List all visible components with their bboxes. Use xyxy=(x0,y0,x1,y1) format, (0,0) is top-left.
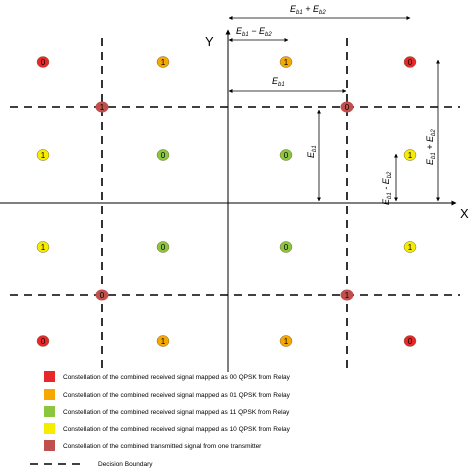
constellation-point-label: 0 xyxy=(283,243,289,252)
constellation-point-label: 0 xyxy=(407,337,413,346)
transmitted-point xyxy=(96,290,109,301)
constellation-point xyxy=(37,150,49,161)
constellation-point-label: 1 xyxy=(407,243,413,252)
constellation-point xyxy=(404,242,416,253)
constellation-point-label: 1 xyxy=(40,151,46,160)
constellation-point xyxy=(157,336,169,347)
constellation-point-label: 0 xyxy=(40,337,46,346)
constellation-point-label: 0 xyxy=(283,151,289,160)
label-eb1-vertical: $E_{b1}$ xyxy=(306,145,318,158)
dimension-arrows xyxy=(229,18,438,201)
constellation-point-label: 1 xyxy=(160,58,166,67)
legend-swatch-01 xyxy=(44,389,55,400)
transmitted-point xyxy=(341,102,354,113)
constellation-point-label: 1 xyxy=(407,151,413,160)
legend-text-00: Constellation of the combined received signal mapped as 00 QPSK from Relay xyxy=(63,374,290,381)
legend-swatch-10 xyxy=(44,423,55,434)
constellation-point xyxy=(280,336,292,347)
transmitted-point-label: 1 xyxy=(99,103,105,112)
label-diff-vertical: $E_{b1} - E_{b2}$ xyxy=(381,171,393,205)
constellation-point-label: 1 xyxy=(283,337,289,346)
constellation-point xyxy=(37,336,49,347)
transmitted-point-label: 1 xyxy=(344,291,350,300)
constellation-point xyxy=(157,57,169,68)
label-sum-vertical: $E_{b1} + E_{b2}$ xyxy=(425,129,437,165)
legend-boundary-text: Decision Boundary xyxy=(98,461,153,468)
constellation-point-label: 0 xyxy=(160,151,166,160)
legend xyxy=(30,371,291,468)
constellation-point-label: 0 xyxy=(407,58,413,67)
constellation-point xyxy=(280,57,292,68)
constellation-point xyxy=(157,242,169,253)
legend-swatch-00 xyxy=(44,371,55,382)
transmitted-point xyxy=(341,290,354,301)
constellation-point xyxy=(280,242,292,253)
label-diff: $E_{b1} - E_{b2}$ xyxy=(236,26,272,38)
constellation-point-label: 0 xyxy=(160,243,166,252)
legend-swatch-11 xyxy=(44,406,55,417)
legend-text-10: Constellation of the combined received signal mapped as 10 QPSK from Relay xyxy=(63,426,290,433)
constellation-point-label: 1 xyxy=(160,337,166,346)
legend-text-transmitted: Constellation of the combined transmitted signal from one transmitter xyxy=(63,443,262,450)
transmitted-point-label: 0 xyxy=(344,103,350,112)
x-axis-label: X xyxy=(460,206,469,221)
constellation-point xyxy=(37,242,49,253)
label-eb1: $E_{b1}$ xyxy=(272,76,285,88)
constellation-point-label: 1 xyxy=(40,243,46,252)
legend-text-11: Constellation of the combined received signal mapped as 11 QPSK from Relay xyxy=(63,409,290,416)
transmitted-point xyxy=(96,102,109,113)
constellation-point-label: 1 xyxy=(283,58,289,67)
transmitted-point-label: 0 xyxy=(99,291,105,300)
constellation-point xyxy=(404,150,416,161)
decision-boundaries xyxy=(10,38,460,370)
y-axis-label: Y xyxy=(205,34,214,49)
constellation-point-label: 0 xyxy=(40,58,46,67)
label-top-sum: $E_{b1} + E_{b2}$ xyxy=(290,4,326,16)
transmitted-points xyxy=(96,102,354,301)
received-points xyxy=(37,57,416,347)
constellation-point xyxy=(280,150,292,161)
constellation-point xyxy=(37,57,49,68)
legend-swatch-transmitted xyxy=(44,440,55,451)
constellation-point xyxy=(404,57,416,68)
constellation-point xyxy=(404,336,416,347)
constellation-point xyxy=(157,150,169,161)
legend-text-01: Constellation of the combined received signal mapped as 01 QPSK from Relay xyxy=(63,392,290,399)
